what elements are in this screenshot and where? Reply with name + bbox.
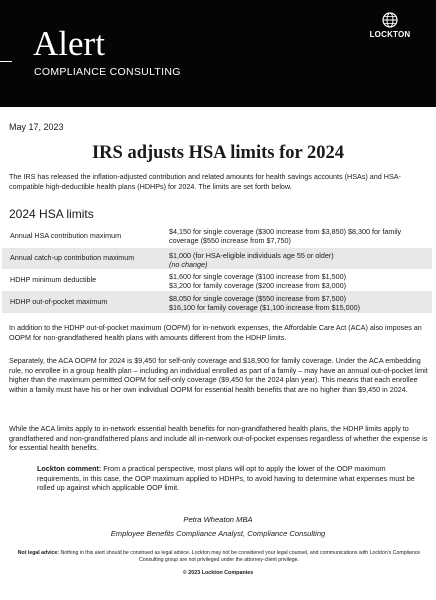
row-value xyxy=(169,248,432,269)
table-row xyxy=(2,291,432,313)
lockton-comment xyxy=(37,464,422,493)
alert-header-banner xyxy=(0,0,436,107)
alert-subtitle: COMPLIANCE CONSULTING xyxy=(34,66,181,78)
body-paragraph: While the ACA limits apply to in-network essential health benefits for non-grandfathered health plans, the HDHP limits apply to grandfathered and non-grandfathered plans and include all in-network out-of-pocket expenses regardless of whether the expense is for essential health benefits. xyxy=(9,424,428,452)
row-label: HDHP out-of-pocket maximum xyxy=(10,296,108,306)
table-row xyxy=(2,224,432,248)
intro-paragraph: The IRS has released the inflation-adjusted contribution and related amounts for health savings accounts (HSAs) and HSA-compatible high-deductible health plans (HDHPs) for 2024. The limits are set forth below. xyxy=(9,172,401,191)
value-line-note: (no change) xyxy=(169,259,208,269)
value-line: $1,600 for single coverage ($100 increase from $1,500) xyxy=(169,272,346,281)
body-paragraph: In addition to the HDHP out-of-pocket maximum (OOPM) for in-network expenses, the Affordable Care Act (ACA) also imposes an OOPM for non-grandfathered health plans with amounts different from the HDHP limits. xyxy=(9,323,422,342)
document-title: IRS adjusts HSA limits for 2024 xyxy=(91,143,345,163)
logo-wordmark: LOCKTON xyxy=(369,30,411,39)
legal-disclaimer xyxy=(14,550,424,564)
value-line: $16,100 for family coverage ($1,100 increase from $15,000) xyxy=(169,302,360,312)
author-name: Petra Wheaton MBA xyxy=(183,515,253,524)
body-paragraph: Separately, the ACA OOPM for 2024 is $9,450 for self-only coverage and $18,900 for family coverage. Under the ACA embedding rule, no enrollee in a group health plan – including an individual enrolled as part of a family – may have an annual out-of-pocket limit higher than the maximum permitted OOPM for self-only coverage ($9,450 for the 2024 plan year). This means that each enrollee within a family must have his or her own individual OOPM for essential health benefits that are no higher than $9,450 in 2024. xyxy=(9,356,428,394)
row-value xyxy=(169,291,432,313)
comment-text: From a practical perspective, most plans will opt to apply the lower of the OOP maximum requirements, in this case, the OOP maximum applied to HDHPs, to avoid having to determine what expenses must be rolled up against which applicable OOP limit. xyxy=(37,464,415,492)
value-line: $1,000 (for HSA-eligible individuals age 55 or older) xyxy=(169,251,334,260)
section-heading: 2024 HSA limits xyxy=(9,207,94,221)
alert-title: Alert xyxy=(33,24,105,63)
value-line: $8,050 for single coverage ($550 increase from $7,500) xyxy=(169,294,346,303)
row-label: HDHP minimum deductible xyxy=(10,274,97,284)
legal-text: Nothing in this alert should be construed as legal advice. Lockton may not be considered your legal counsel, and communications with Lockton's Compliance Consulting group are not privileged under the attorney-client privilege. xyxy=(59,550,421,563)
author-title: Employee Benefits Compliance Analyst, Compliance Consulting xyxy=(110,529,326,538)
value-line: $4,150 for single coverage ($300 increase from $3,850) $8,300 for family coverage ($550 increase from $7,750) xyxy=(169,227,402,245)
row-label: Annual catch-up contribution maximum xyxy=(10,253,135,263)
table-row xyxy=(2,248,432,269)
row-value xyxy=(169,224,432,248)
row-value xyxy=(169,269,432,291)
table-row xyxy=(2,269,432,291)
row-label: Annual HSA contribution maximum xyxy=(10,230,122,240)
hsa-limits-table xyxy=(2,224,432,313)
value-line: $3,200 for family coverage ($200 increase from $3,000) xyxy=(169,280,346,290)
lockton-logo xyxy=(360,12,420,42)
globe-icon xyxy=(382,12,398,28)
copyright-notice: © 2023 Lockton Companies xyxy=(182,570,254,576)
comment-label: Lockton comment: xyxy=(37,464,102,473)
publish-date: May 17, 2023 xyxy=(9,122,64,132)
header-divider xyxy=(0,61,12,62)
legal-label: Not legal advice: xyxy=(17,550,60,556)
